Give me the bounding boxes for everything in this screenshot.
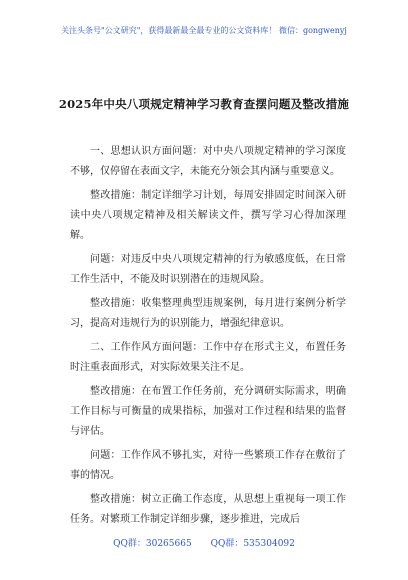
paragraph-7: 问题：工作作风不够扎实，对待一些繁琐工作存在敷衍了事的情况。: [70, 450, 346, 481]
paragraph-5: 二、工作作风方面问题：工作中存在形式主义，布置任务时注重表面形式，对实际效果关注不足。: [70, 342, 346, 373]
paragraph-4: 整改措施：收集整理典型违规案例，每月进行案例分析学习，提高对违规行为的识别能力，增强纪律意识。: [70, 298, 346, 329]
document-title: 2025年中央八项规定精神学习教育查摆问题及整改措施: [58, 97, 350, 111]
paragraph-8: 整改措施：树立正确工作态度，从思想上重视每一项工作任务。对繁琐工作制定详细步骤，逐步推进，完成后: [70, 494, 346, 525]
header-promo-text: 关注头条号"公文研究"，获得最新最全最专业的公文资料库！ 微信：gongwenyj: [61, 26, 347, 35]
paragraph-3: 问题：对违反中央八项规定精神的行为敏感度低，在日常工作生活中，不能及时识别潜在的违规风险。: [70, 254, 346, 285]
footer-contact: [0, 536, 408, 549]
paragraph-2: 整改措施：制定详细学习计划，每周安排固定时间深入研读中央八项规定精神及相关解读文件，撰写学习心得加深理解。: [70, 190, 346, 241]
footer-qq-group-2: QQ群：535304092: [210, 539, 295, 549]
document-body: [70, 142, 346, 534]
paragraph-6: 整改措施：在布置工作任务前，充分调研实际需求，明确工作目标与可衡量的成果指标，加强对工作过程和结果的监督与评估。: [70, 386, 346, 437]
footer-qq-group-1: QQ群：30265665: [113, 539, 192, 549]
paragraph-1: 一、思想认识方面问题：对中央八项规定精神的学习深度不够，仅停留在表面文字，未能充分领会其内涵与重要意义。: [70, 146, 346, 177]
